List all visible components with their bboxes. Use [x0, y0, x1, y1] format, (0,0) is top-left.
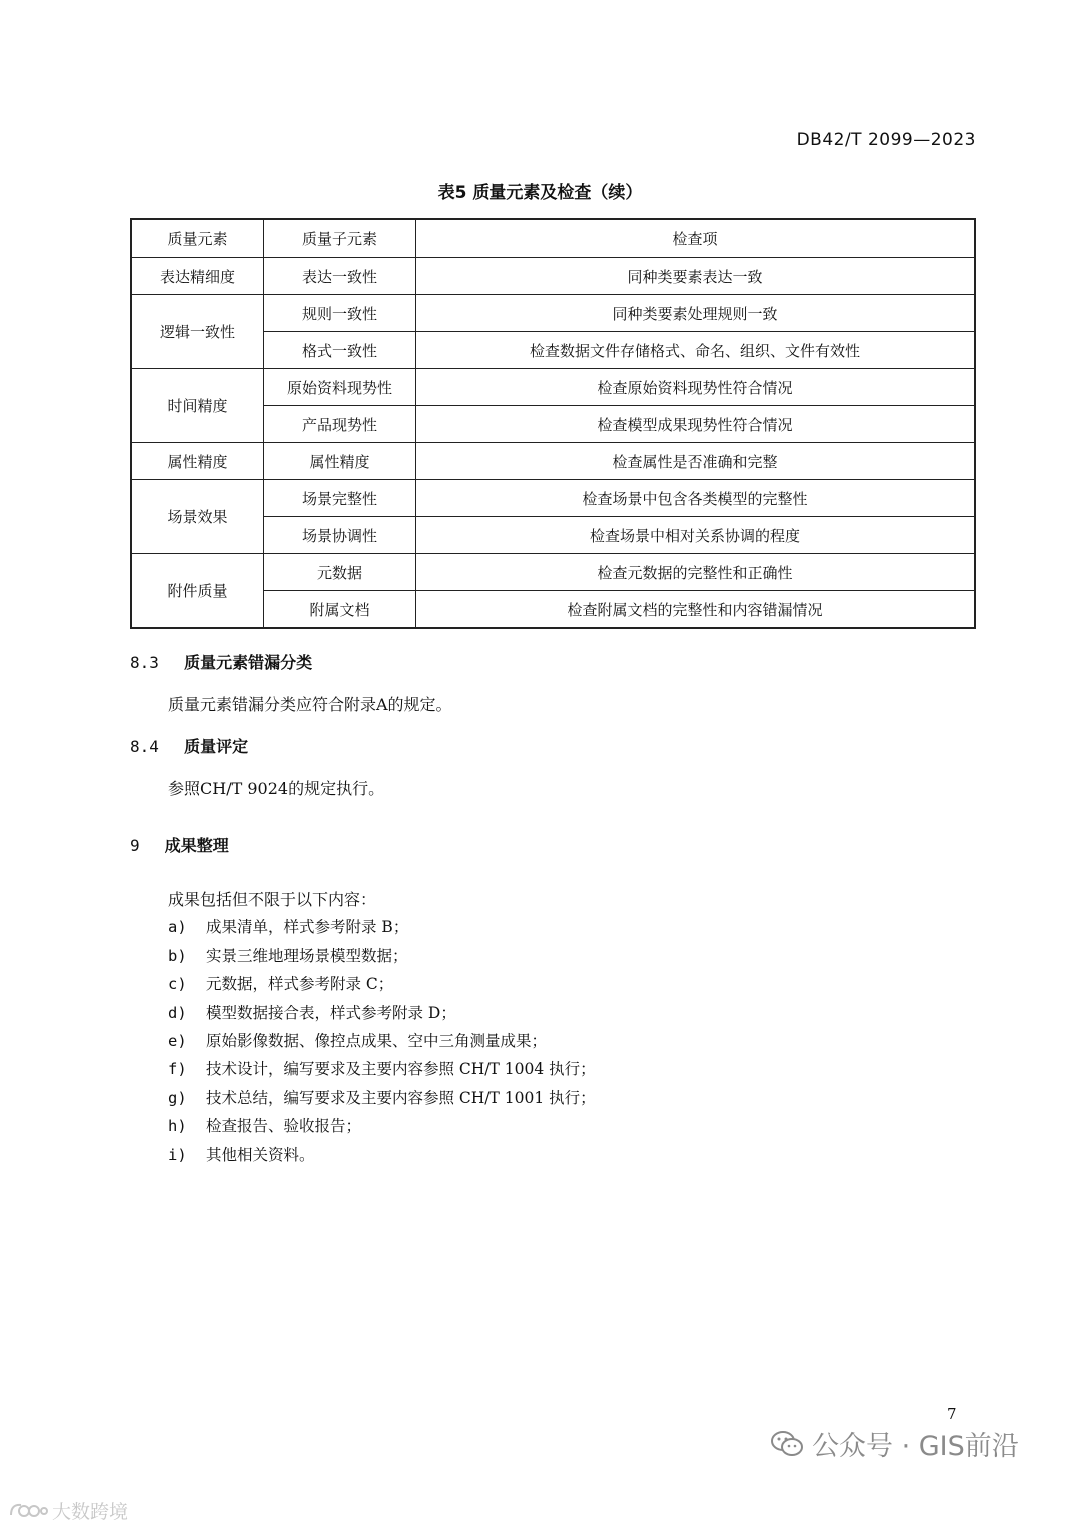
check-item-cell: 检查原始资料现势性符合情况: [416, 369, 976, 406]
sub-element-cell: 产品现势性: [264, 406, 416, 443]
header-cell: 质量元素: [131, 219, 264, 258]
section-intro: 成果包括但不限于以下内容：: [168, 890, 377, 909]
list-marker: e): [168, 1032, 187, 1050]
section-number: 8.4: [130, 737, 159, 756]
section-heading-9: [130, 833, 229, 856]
section-heading-8-4: [130, 734, 248, 757]
section-title: 质量评定: [184, 737, 249, 756]
table-row: [131, 295, 975, 332]
list-marker: c): [168, 975, 187, 993]
table-row: [131, 443, 975, 480]
sub-element-cell: 场景完整性: [264, 480, 416, 517]
list-marker: d): [168, 1004, 187, 1022]
list-text: 成果清单，样式参考附录 B；: [206, 918, 409, 936]
watermark-text: 公众号 · GIS前沿: [812, 1431, 1019, 1462]
list-item: [168, 1143, 315, 1165]
header-cell: 检查项: [416, 219, 976, 258]
section-number: 8.3: [130, 653, 159, 672]
section-title: 成果整理: [164, 836, 229, 855]
list-text: 检查报告、验收报告；: [206, 1117, 362, 1135]
list-item: [168, 944, 408, 966]
sub-element-cell: 场景协调性: [264, 517, 416, 554]
element-cell: 时间精度: [131, 369, 264, 443]
list-item: [168, 1086, 596, 1108]
table-row: [131, 554, 975, 591]
table-row: [131, 480, 975, 517]
check-item-cell: 同种类要素处理规则一致: [416, 295, 976, 332]
sub-element-cell: 原始资料现势性: [264, 369, 416, 406]
watermark-left: [8, 1497, 128, 1524]
list-marker: f): [168, 1060, 187, 1078]
sub-element-cell: 表达一致性: [264, 258, 416, 295]
document-code: DB42/T 2099—2023: [796, 130, 976, 150]
check-item-cell: 检查附属文档的完整性和内容错漏情况: [416, 591, 976, 629]
list-item: [168, 1029, 547, 1051]
list-marker: h): [168, 1117, 187, 1135]
sub-element-cell: 附属文档: [264, 591, 416, 629]
list-item: [168, 1057, 596, 1079]
list-marker: i): [168, 1146, 187, 1164]
element-cell: 场景效果: [131, 480, 264, 554]
element-cell: 表达精细度: [131, 258, 264, 295]
list-marker: g): [168, 1089, 187, 1107]
list-item: [168, 972, 393, 994]
list-text: 模型数据接合表，样式参考附录 D；: [206, 1004, 456, 1022]
element-cell: 属性精度: [131, 443, 264, 480]
element-cell: 逻辑一致性: [131, 295, 264, 369]
list-item: [168, 1114, 361, 1136]
table-header-row: [131, 219, 975, 258]
list-marker: a): [168, 918, 187, 936]
wechat-icon: [770, 1429, 804, 1459]
quality-elements-table: [130, 218, 976, 629]
list-item: [168, 1001, 456, 1023]
table-title: 表5 质量元素及检查（续）: [437, 183, 643, 203]
list-text: 技术总结，编写要求及主要内容参照 CH/T 1001 执行；: [206, 1089, 596, 1107]
check-item-cell: 检查属性是否准确和完整: [416, 443, 976, 480]
sub-element-cell: 元数据: [264, 554, 416, 591]
section-heading-8-3: [130, 650, 312, 673]
list-text: 元数据，样式参考附录 C；: [206, 975, 394, 993]
logo-icon: [8, 1500, 48, 1522]
list-text: 技术设计，编写要求及主要内容参照 CH/T 1004 执行；: [206, 1060, 596, 1078]
sub-element-cell: 格式一致性: [264, 332, 416, 369]
list-marker: b): [168, 947, 187, 965]
table-row: [131, 369, 975, 406]
section-number: 9: [130, 836, 140, 855]
check-item-cell: 检查数据文件存储格式、命名、组织、文件有效性: [416, 332, 976, 369]
check-item-cell: 检查元数据的完整性和正确性: [416, 554, 976, 591]
list-item: [168, 915, 408, 937]
check-item-cell: 检查场景中包含各类模型的完整性: [416, 480, 976, 517]
watermark-text: 大数跨境: [52, 1501, 129, 1523]
section-paragraph: 质量元素错漏分类应符合附录A的规定。: [168, 695, 452, 714]
list-text: 实景三维地理场景模型数据；: [206, 947, 408, 965]
check-item-cell: 同种类要素表达一致: [416, 258, 976, 295]
list-text: 原始影像数据、像控点成果、空中三角测量成果；: [206, 1032, 548, 1050]
header-cell: 质量子元素: [264, 219, 416, 258]
list-text: 其他相关资料。: [206, 1146, 315, 1164]
sub-element-cell: 属性精度: [264, 443, 416, 480]
check-item-cell: 检查模型成果现势性符合情况: [416, 406, 976, 443]
table-row: [131, 258, 975, 295]
page-number: 7: [947, 1405, 957, 1423]
sub-element-cell: 规则一致性: [264, 295, 416, 332]
watermark-right: [770, 1424, 1019, 1463]
section-title: 质量元素错漏分类: [184, 653, 313, 672]
section-paragraph: 参照CH/T 9024的规定执行。: [168, 779, 385, 798]
check-item-cell: 检查场景中相对关系协调的程度: [416, 517, 976, 554]
element-cell: 附件质量: [131, 554, 264, 629]
